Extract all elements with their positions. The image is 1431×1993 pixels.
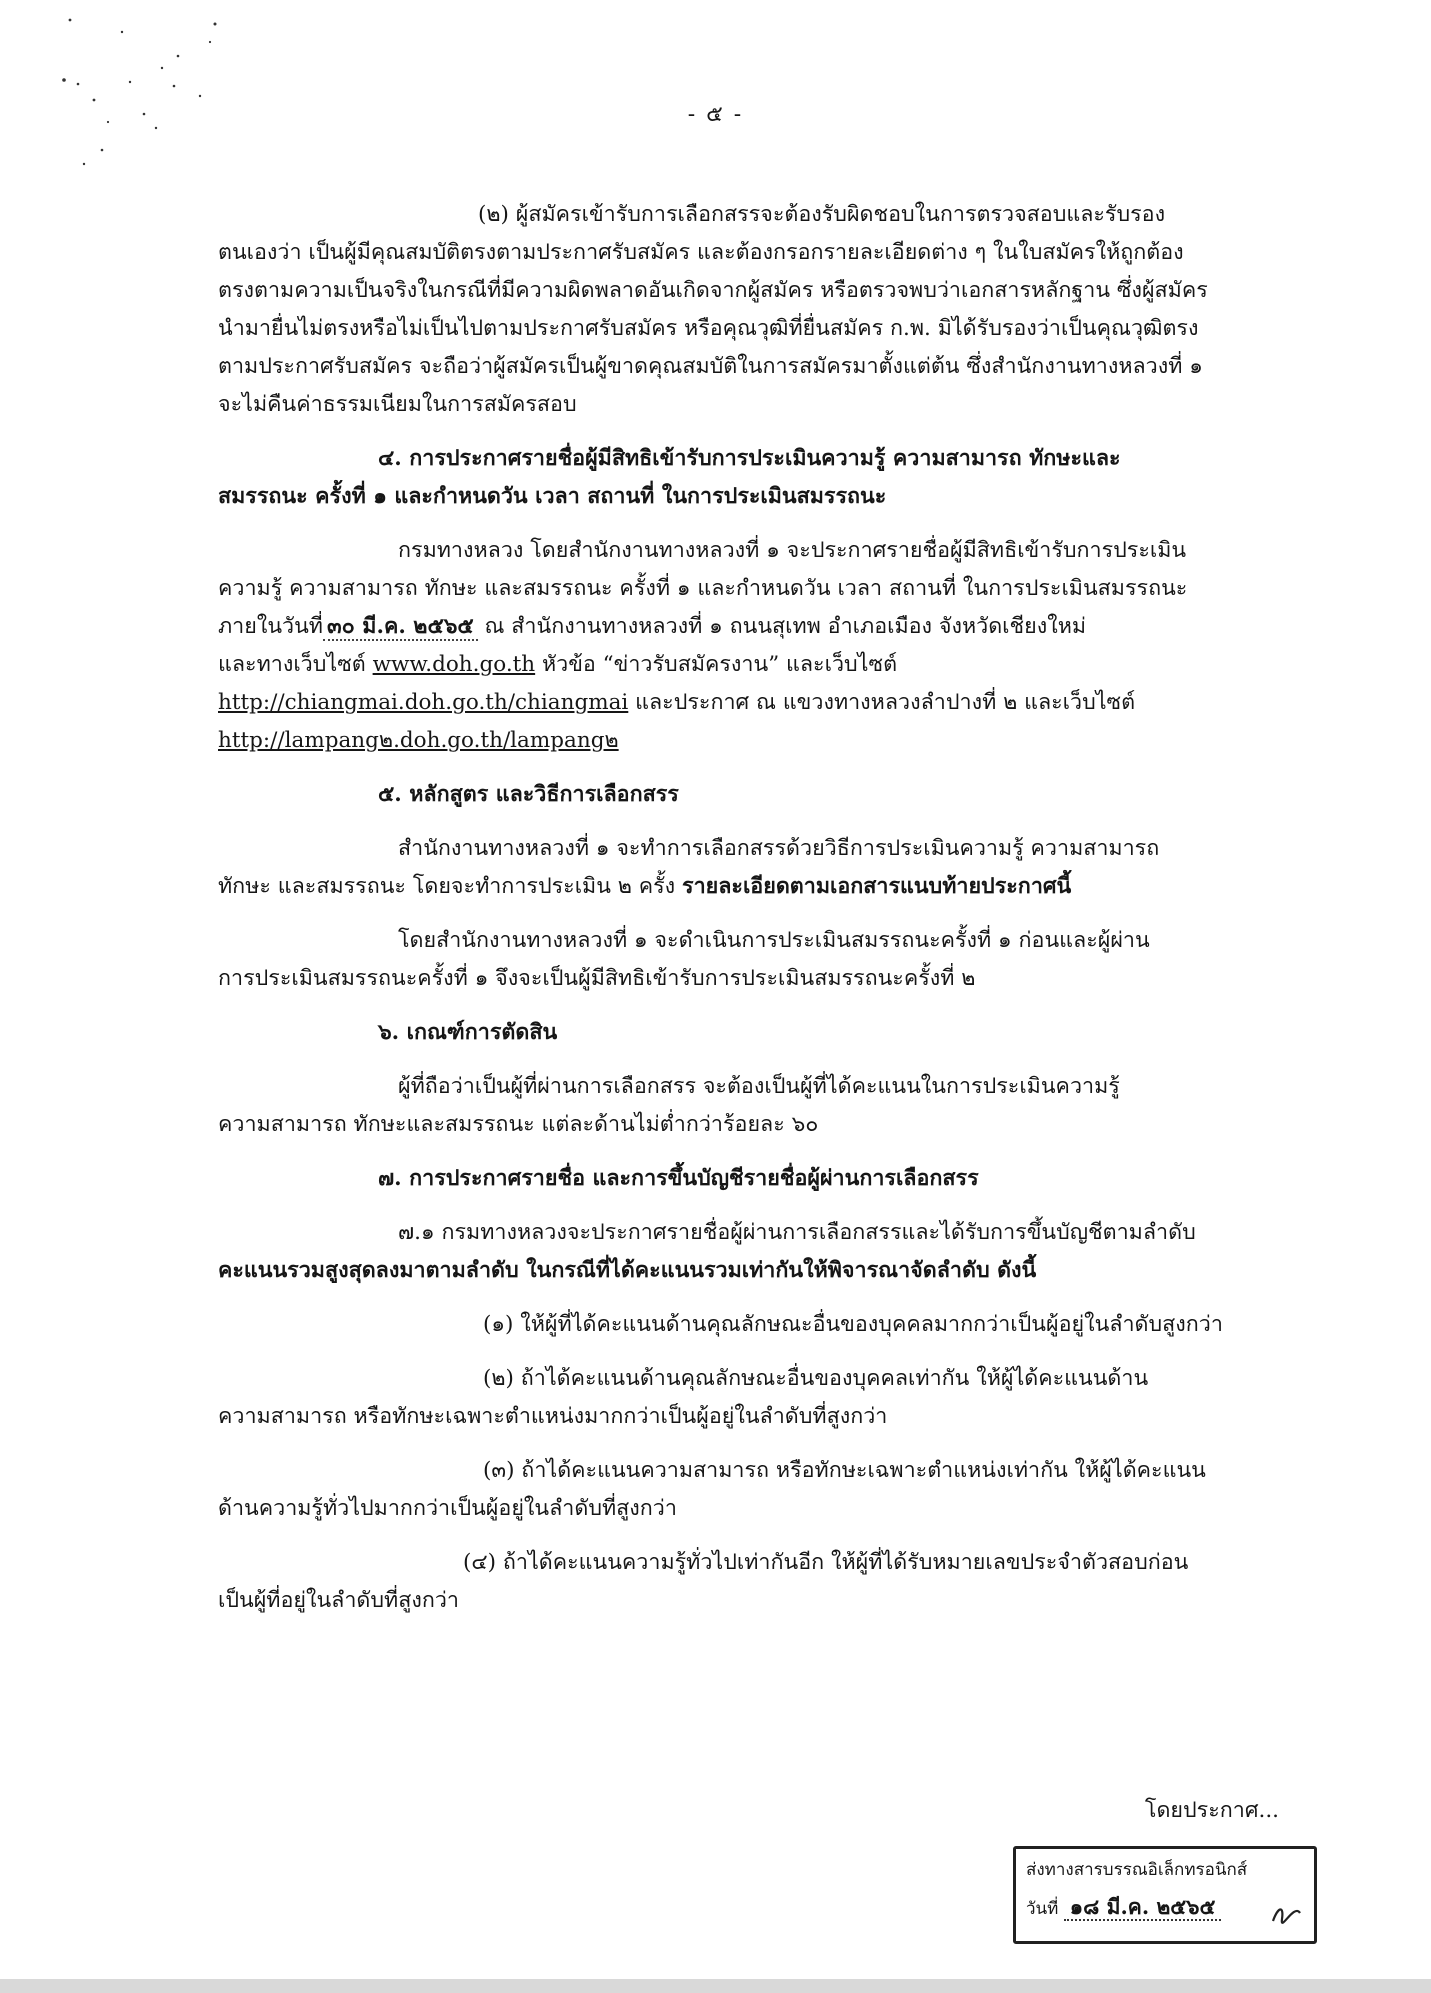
section-4-web-line — [218, 684, 1280, 722]
paragraph-2-line: ตามประกาศรับสมัคร จะถือว่าผู้สมัครเป็นผู้ขาดคุณสมบัติในการสมัครมาตั้งแต่ต้น ซึ่งสำนักงานทางหลวงที่ ๑ — [218, 354, 1203, 379]
lampang-website-link[interactable]: http://lampang๒.doh.go.th/lampang๒ — [218, 728, 619, 753]
date-suffix: ณ สำนักงานทางหลวงที่ ๑ ถนนสุเทพ อำเภอเมือง จังหวัดเชียงใหม่ — [484, 614, 1087, 639]
paragraph-2-line: (๒) ผู้สมัครเข้ารับการเลือกสรรจะต้องรับผิดชอบในการตรวจสอบและรับรอง — [478, 202, 1166, 227]
scan-bottom-edge — [0, 1979, 1431, 1993]
ranking-rule-1: (๑) ให้ผู้ที่ได้คะแนนด้านคุณลักษณะอื่นของบุคคลมากกว่าเป็นผู้อยู่ในลำดับสูงกว่า — [483, 1312, 1223, 1337]
web-prefix: และทางเว็บไซต์ — [218, 652, 366, 677]
stamp-date-row — [1026, 1885, 1304, 1929]
stamp-date: ๑๘ มี.ค. ๒๕๖๕ — [1064, 1894, 1222, 1921]
section-4-date-line — [218, 608, 1280, 646]
section-5-heading: ๕. หลักสูตร และวิธีการเลือกสรร — [378, 782, 679, 807]
page-number: - ๕ - — [687, 102, 744, 127]
paragraph-2-line: ตรงตามความเป็นจริงในกรณีที่มีความผิดพลาดอันเกิดจากผู้สมัคร หรือตรวจพบว่าเอกสารหลักฐาน ซึ่งผู้สมัคร — [218, 278, 1208, 303]
ranking-rule-3-cont: ด้านความรู้ทั่วไปมากกว่าเป็นผู้อยู่ในลำดับที่สูงกว่า — [218, 1496, 677, 1521]
section-6-body-line: ผู้ที่ถือว่าเป็นผู้ที่ผ่านการเลือกสรร จะต้องเป็นผู้ที่ได้คะแนนในการประเมินความรู้ — [398, 1074, 1120, 1099]
signature-mark-icon — [1270, 1899, 1304, 1929]
section-4-body-line: ความรู้ ความสามารถ ทักษะ และสมรรถนะ ครั้งที่ ๑ และกำหนดวัน เวลา สถานที่ ในการประเมินสมรรถนะ — [218, 576, 1188, 601]
stamp-date-label: วันที่ — [1026, 1899, 1059, 1919]
section-5-body-line: สำนักงานทางหลวงที่ ๑ จะทำการเลือกสรรด้วยวิธีการประเมินความรู้ ความสามารถ — [398, 836, 1160, 861]
ranking-rule-4-cont: เป็นผู้ที่อยู่ในลำดับที่สูงกว่า — [218, 1588, 459, 1613]
doh-website-link[interactable]: www.doh.go.th — [372, 652, 536, 677]
ranking-rule-2: (๒) ถ้าได้คะแนนด้านคุณลักษณะอื่นของบุคคลเท่ากัน ให้ผู้ได้คะแนนด้าน — [483, 1366, 1149, 1391]
section-4-heading-cont: สมรรถนะ ครั้งที่ ๑ และกำหนดวัน เวลา สถานที่ ในการประเมินสมรรถนะ — [218, 484, 887, 509]
date-prefix: ภายในวันที่ — [218, 614, 323, 639]
ranking-rule-3: (๓) ถ้าได้คะแนนความสามารถ หรือทักษะเฉพาะตำแหน่งเท่ากัน ให้ผู้ได้คะแนน — [483, 1458, 1206, 1483]
paragraph-2-line: จะไม่คืนค่าธรรมเนียมในการสมัครสอบ — [218, 392, 577, 417]
ranking-rule-4: (๔) ถ้าได้คะแนนความรู้ทั่วไปเท่ากันอีก ให้ผู้ที่ได้รับหมายเลขประจำตัวสอบก่อน — [463, 1550, 1189, 1575]
section-5-text: ทักษะ และสมรรถนะ โดยจะทำการประเมิน ๒ ครั้ง — [218, 874, 683, 899]
web-topic: หัวข้อ “ข่าวรับสมัครงาน” และเว็บไซต์ — [541, 652, 898, 677]
section-7-1-line: คะแนนรวมสูงสุดลงมาตามลำดับ ในกรณีที่ได้คะแนนรวมเท่ากันให้พิจารณาจัดลำดับ ดังนี้ — [218, 1258, 1037, 1283]
scan-specks — [50, 10, 230, 180]
section-4-web-line — [218, 722, 1280, 760]
document-body — [218, 196, 1280, 1620]
chiangmai-website-link[interactable]: http://chiangmai.doh.go.th/chiangmai — [218, 690, 629, 715]
paragraph-2-line: ตนเองว่า เป็นผู้มีคุณสมบัติตรงตามประกาศรับสมัคร และต้องกรอกรายละเอียดต่าง ๆ ในใบสมัครให้ถูกต้อง — [218, 240, 1184, 265]
section-5-body-line — [218, 868, 1280, 906]
paragraph-2-line: นำมายื่นไม่ตรงหรือไม่เป็นไปตามประกาศรับสมัคร หรือคุณวุฒิที่ยื่นสมัคร ก.พ. มิได้รับรองว่าเป็นคุณวุฒิตรง — [218, 316, 1199, 341]
ranking-rule-2-cont: ความสามารถ หรือทักษะเฉพาะตำแหน่งมากกว่าเป็นผู้อยู่ในลำดับที่สูงกว่า — [218, 1404, 888, 1429]
e-document-stamp — [1013, 1846, 1317, 1944]
announcement-date: ๓๐ มี.ค. ๒๕๖๕ — [323, 614, 478, 641]
closing-text: โดยประกาศ... — [1144, 1798, 1279, 1823]
section-5-body-line: โดยสำนักงานทางหลวงที่ ๑ จะดำเนินการประเมินสมรรถนะครั้งที่ ๑ ก่อนและผู้ผ่าน — [398, 928, 1150, 953]
stamp-title: ส่งทางสารบรรณอิเล็กทรอนิกส์ — [1026, 1860, 1248, 1880]
section-4-heading: ๔. การประกาศรายชื่อผู้มีสิทธิเข้ารับการประเมินความรู้ ความสามารถ ทักษะและ — [378, 446, 1121, 471]
section-4-web-line — [218, 646, 1280, 684]
section-7-heading: ๗. การประกาศรายชื่อ และการขึ้นบัญชีรายชื่อผู้ผ่านการเลือกสรร — [378, 1166, 979, 1191]
attachment-reference: รายละเอียดตามเอกสารแนบท้ายประกาศนี้ — [682, 874, 1072, 899]
section-6-heading: ๖. เกณฑ์การตัดสิน — [378, 1020, 558, 1045]
web-suffix: และประกาศ ณ แขวงทางหลวงลำปางที่ ๒ และเว็บไซต์ — [635, 690, 1136, 715]
section-5-body-line: การประเมินสมรรถนะครั้งที่ ๑ จึงจะเป็นผู้มีสิทธิเข้ารับการประเมินสมรรถนะครั้งที่ ๒ — [218, 966, 976, 991]
section-6-body-line: ความสามารถ ทักษะและสมรรถนะ แต่ละด้านไม่ต่ำกว่าร้อยละ ๖๐ — [218, 1112, 819, 1137]
section-7-1-line: ๗.๑ กรมทางหลวงจะประกาศรายชื่อผู้ผ่านการเลือกสรรและได้รับการขึ้นบัญชีตามลำดับ — [398, 1220, 1196, 1245]
section-4-body-line: กรมทางหลวง โดยสำนักงานทางหลวงที่ ๑ จะประกาศรายชื่อผู้มีสิทธิเข้ารับการประเมิน — [398, 538, 1187, 563]
